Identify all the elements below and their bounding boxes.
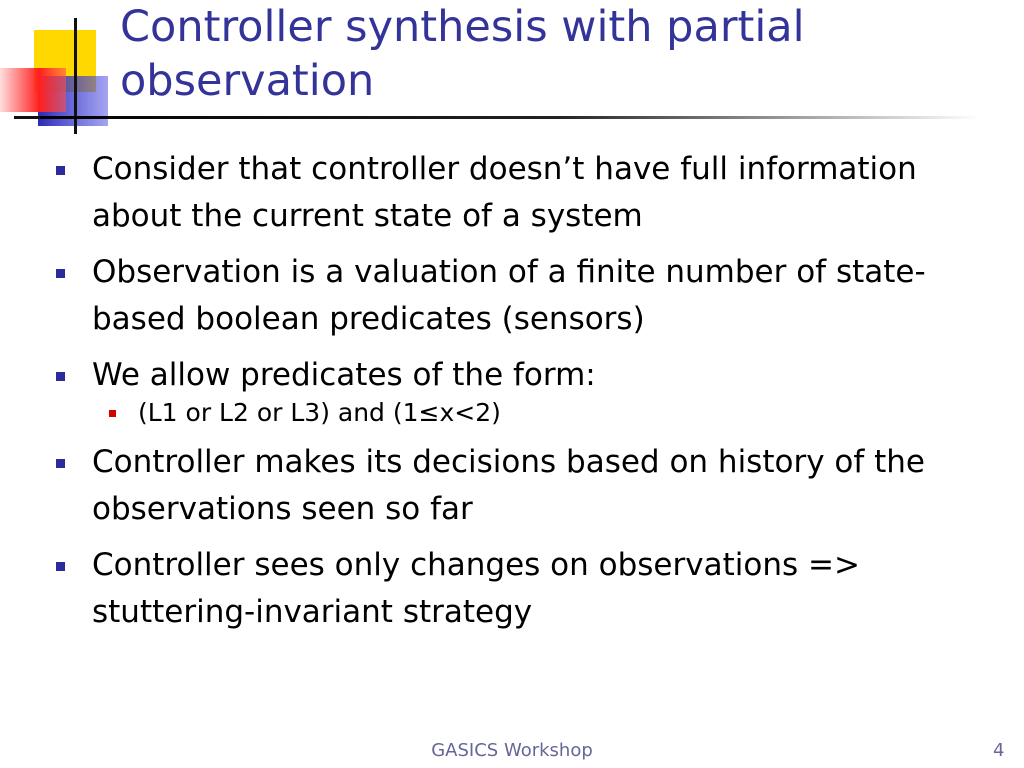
bullet-list <box>0 146 1024 645</box>
sub-bullet-item <box>0 393 1024 433</box>
sub-bullet-text: (L1 or L2 or L3) and (1≤x<2) <box>138 398 501 427</box>
square-bullet-icon <box>56 372 65 381</box>
bullet-item <box>0 352 972 399</box>
bullet-text: Controller sees only changes on observations => stuttering-invariant strategy <box>92 547 860 630</box>
bullet-text: Consider that controller doesn’t have full information about the current state of a system <box>92 151 917 234</box>
bullet-item <box>0 542 972 636</box>
footer-text: GASICS Workshop <box>431 740 593 761</box>
bullet-item <box>0 249 972 343</box>
square-bullet-icon <box>56 269 65 278</box>
red-square-bullet-icon <box>109 410 116 417</box>
bullet-text: Observation is a valuation of a finite number of state-based boolean predicates (sensors) <box>92 254 926 337</box>
slide-title: Controller synthesis with partial observation <box>120 2 805 106</box>
page-number: 4 <box>993 740 1005 761</box>
square-bullet-icon <box>56 166 65 175</box>
logo-squares-icon <box>0 0 130 140</box>
bullet-item <box>0 439 972 533</box>
bullet-text: We allow predicates of the form: <box>92 357 596 393</box>
square-bullet-icon <box>56 459 65 468</box>
square-bullet-icon <box>56 562 65 571</box>
logo-graphic <box>0 0 130 140</box>
title-divider <box>40 116 980 119</box>
bullet-text: Controller makes its decisions based on history of the observations seen so far <box>92 444 926 527</box>
bullet-item <box>0 146 972 240</box>
